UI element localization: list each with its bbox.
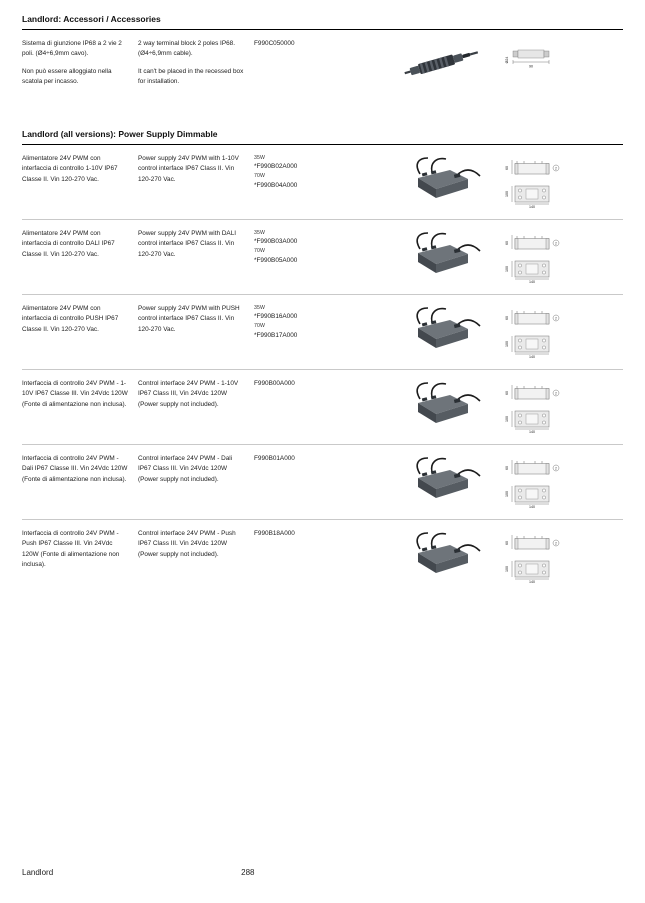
dimension-drawing — [504, 379, 623, 434]
driver-side-view-icon — [504, 156, 566, 180]
section-accessories — [0, 0, 645, 101]
description-it-line: Alimentatore 24V PWM con interfaccia di controllo 1-10V IP67 Classe II. Vin 120-270 Vac. — [22, 155, 118, 183]
description-it — [22, 39, 138, 88]
dim-height-label: 60 — [505, 466, 509, 470]
driver-box-icon — [398, 379, 490, 431]
wattage-label: 35W — [254, 305, 265, 311]
connector-dimension-icon — [504, 41, 566, 75]
description-en — [138, 454, 254, 485]
dimension-drawing — [504, 529, 623, 584]
driver-top-view-icon — [504, 258, 566, 284]
driver-top-view-icon — [504, 483, 566, 509]
dimension-drawing — [504, 454, 623, 509]
description-it — [22, 304, 138, 335]
product-code: *F990B17A000 — [254, 331, 298, 339]
product-codes — [254, 454, 384, 464]
description-en — [138, 154, 254, 185]
view-marker: 2 — [555, 316, 557, 321]
dim-height-label: 60 — [505, 241, 509, 245]
dimension-drawing — [504, 229, 623, 284]
description-en — [138, 304, 254, 335]
description-it-line: Non può essere alloggiato nella scatola per incasso. — [22, 67, 112, 86]
driver-box-icon — [398, 229, 490, 281]
product-code: F990B01A000 — [254, 455, 295, 462]
dim-height-label: 60 — [505, 166, 509, 170]
description-it-line: Interfaccia di controllo 24V PWM - Push IP67 Classe III. Vin 24Vdc 120W (Fonte di alimentazione non inclusa). — [22, 530, 120, 569]
product-image-driver — [384, 529, 504, 581]
product-image-connector — [384, 39, 504, 91]
description-en-line: 2 way terminal block 2 poles IP68. (Ø4÷6,9mm cable). — [138, 40, 235, 58]
driver-side-view-icon — [504, 306, 566, 330]
dimension-drawing — [504, 39, 623, 75]
product-code: *F990B02A000 — [254, 163, 298, 171]
inline-connector-icon — [396, 45, 492, 85]
product-code: *F990B04A000 — [254, 181, 298, 189]
product-codes — [254, 229, 384, 266]
wattage-label: 70W — [254, 248, 265, 255]
description-en — [138, 39, 254, 88]
dimension-drawing — [504, 154, 623, 209]
driver-top-view-icon — [504, 408, 566, 434]
view-marker: 2 — [555, 391, 557, 396]
driver-side-view-icon — [504, 456, 566, 480]
description-en-line: Control interface 24V PWM - Push IP67 Class III. Vin 24Vdc 120W (Power supply not included). — [138, 530, 236, 558]
product-codes — [254, 39, 384, 49]
dim-height-label: 60 — [505, 391, 509, 395]
driver-side-view-icon — [504, 531, 566, 555]
description-en-line: Power supply 24V PWM with PUSH control interface IP67 Class II. Vin 120-270 Vac. — [138, 305, 240, 333]
product-image-driver — [384, 304, 504, 356]
description-it-line: Sistema di giunzione IP68 a 2 vie 2 poli. (Ø4÷6,9mm cavo). — [22, 40, 122, 58]
dim-length-label: 140 — [529, 505, 535, 509]
description-it — [22, 529, 138, 571]
driver-side-view-icon — [504, 231, 566, 255]
description-it-line: Alimentatore 24V PWM con interfaccia di controllo DALI IP67 Classe II. Vin 120-270 Vac. — [22, 230, 115, 258]
dim-height-label: 60 — [505, 541, 509, 545]
product-codes — [254, 529, 384, 539]
description-en — [138, 229, 254, 260]
product-code: *F990B16A000 — [254, 313, 298, 321]
dim-length-label: 140 — [529, 580, 535, 584]
description-it — [22, 379, 138, 410]
dim-width-label: 100 — [505, 341, 509, 347]
description-it-line: Interfaccia di controllo 24V PWM - 1-10V IP67 Classe III. Vin 24Vdc 120W (Fonte di alimentazione non inclusa). — [22, 380, 128, 408]
description-it — [22, 229, 138, 260]
product-code: F990B18A000 — [254, 530, 295, 537]
product-codes — [254, 379, 384, 389]
description-en-line: It can't be placed in the recessed box for installation. — [138, 67, 244, 86]
table-row — [0, 445, 645, 519]
section-title: Landlord (all versions): Power Supply Dimmable — [22, 129, 218, 139]
view-marker: 2 — [555, 466, 557, 471]
wattage-label: 70W — [254, 323, 265, 330]
dim-length-label: 140 — [529, 430, 535, 434]
product-code: F990B00A000 — [254, 380, 295, 387]
driver-top-view-icon — [504, 183, 566, 209]
dimension-drawing — [504, 304, 623, 359]
view-marker: 2 — [555, 166, 557, 171]
view-marker: 2 — [555, 541, 557, 546]
dim-width-label: 100 — [505, 191, 509, 197]
product-image-driver — [384, 454, 504, 506]
driver-top-view-icon — [504, 558, 566, 584]
wattage-label: 35W — [254, 230, 265, 236]
description-it — [22, 154, 138, 185]
driver-top-view-icon — [504, 333, 566, 359]
dim-length-label: 90 — [529, 64, 533, 69]
wattage-label: 70W — [254, 173, 265, 180]
dim-length-label: 140 — [529, 205, 535, 209]
dim-diameter-label: Ø24 — [505, 56, 509, 64]
table-row — [0, 220, 645, 294]
product-codes — [254, 304, 384, 341]
product-code: *F990B05A000 — [254, 256, 298, 264]
page-footer — [0, 868, 645, 877]
product-image-driver — [384, 154, 504, 206]
product-codes — [254, 154, 384, 191]
description-en-line: Power supply 24V PWM with DALI control interface IP67 Class II. Vin 120-270 Vac. — [138, 230, 237, 258]
description-en — [138, 379, 254, 410]
table-row — [0, 30, 645, 101]
product-code: F990C050000 — [254, 40, 295, 47]
section-power-supply — [0, 101, 645, 594]
dim-width-label: 100 — [505, 416, 509, 422]
driver-box-icon — [398, 529, 490, 581]
footer-page-number: 288 — [241, 868, 255, 877]
dim-height-label: 60 — [505, 316, 509, 320]
product-image-driver — [384, 379, 504, 431]
description-it — [22, 454, 138, 485]
product-image-driver — [384, 229, 504, 281]
driver-box-icon — [398, 154, 490, 206]
description-it-line: Alimentatore 24V PWM con interfaccia di controllo PUSH IP67 Classe II. Vin 120-270 Vac. — [22, 305, 119, 333]
dim-width-label: 100 — [505, 266, 509, 272]
description-en-line: Power supply 24V PWM with 1-10V control interface IP67 Class II. Vin 120-270 Vac. — [138, 155, 239, 183]
table-row — [0, 370, 645, 444]
description-en — [138, 529, 254, 560]
wattage-label: 35W — [254, 155, 265, 161]
driver-box-icon — [398, 454, 490, 506]
table-row — [0, 520, 645, 594]
footer-brand: Landlord — [22, 868, 54, 877]
driver-box-icon — [398, 304, 490, 356]
description-en-line: Control interface 24V PWM - 1-10V IP67 Class III, Vin 24Vdc 120W (Power supply not included). — [138, 380, 239, 408]
dim-width-label: 100 — [505, 491, 509, 497]
table-row — [0, 295, 645, 369]
description-it-line: Interfaccia di controllo 24V PWM - Dali IP67 Classe III. Vin 24Vdc 120W (Fonte di alimentazione non inclusa). — [22, 455, 128, 483]
section-title: Landlord: Accessori / Accessories — [22, 14, 161, 24]
driver-side-view-icon — [504, 381, 566, 405]
dim-width-label: 100 — [505, 566, 509, 572]
table-row — [0, 145, 645, 219]
dim-length-label: 140 — [529, 280, 535, 284]
view-marker: 2 — [555, 241, 557, 246]
dim-length-label: 140 — [529, 355, 535, 359]
description-en-line: Control interface 24V PWM - Dali IP67 Class III. Vin 24Vdc 120W (Power supply not included). — [138, 455, 233, 483]
product-code: *F990B03A000 — [254, 238, 298, 246]
